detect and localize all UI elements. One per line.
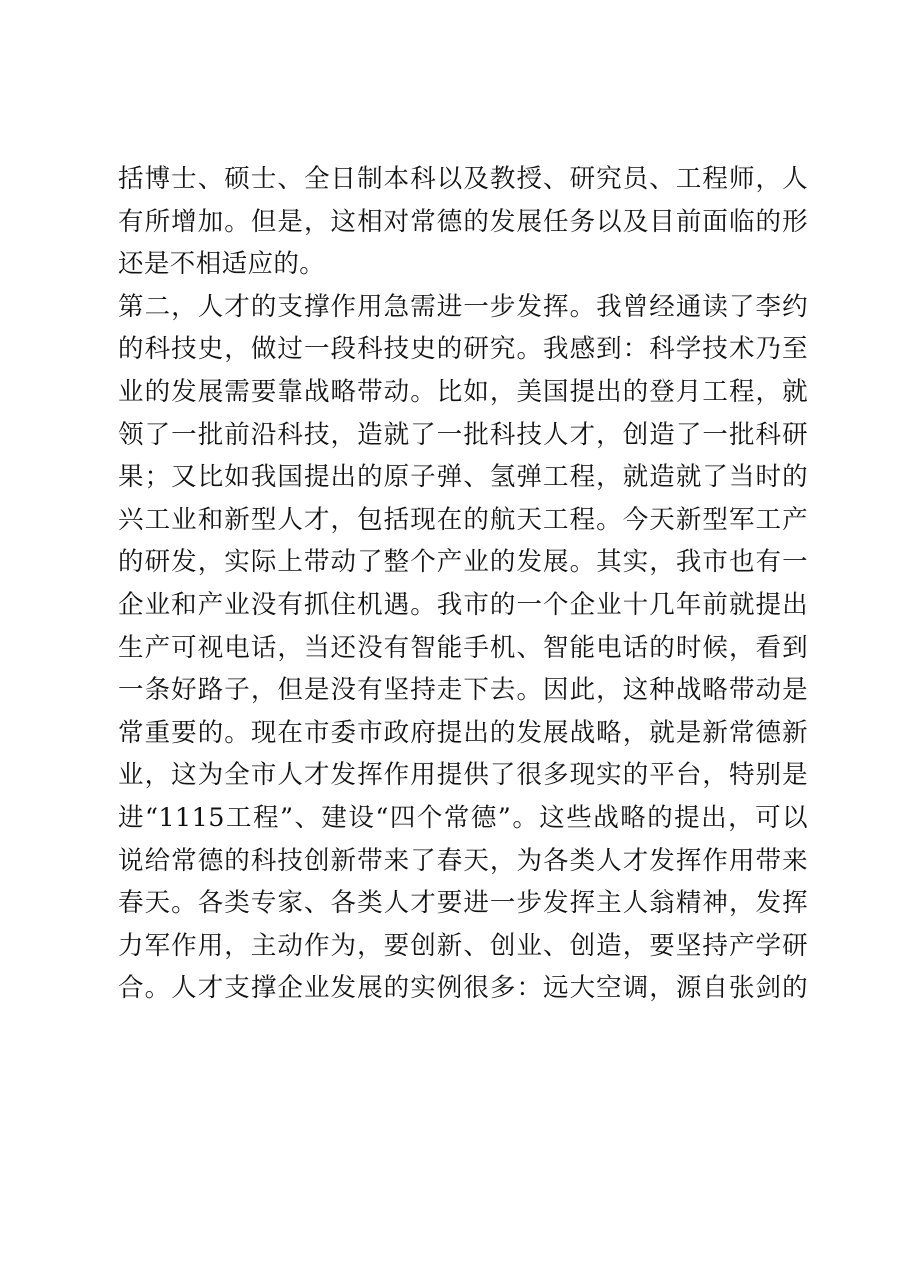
text-line: 兴工业和新型人才，包括现在的航天工程。今天新型军工产	[118, 504, 808, 535]
text-line: 企业和产业没有抓住机遇。我市的一个企业十几年前就提出	[118, 589, 808, 620]
text-line: 合。人才支撑企业发展的实例很多：远大空调，源自张剑的	[118, 973, 808, 1004]
text-line: 还是不相适应的。	[118, 249, 326, 280]
text-line: 业，这为全市人才发挥作用提供了很多现实的平台，特别是	[118, 760, 808, 791]
body-text	[118, 158, 808, 1010]
text-line: 的研发，实际上带动了整个产业的发展。其实，我市也有一	[118, 547, 808, 578]
text-line: 说给常德的科技创新带来了春天，为各类人才发挥作用带来	[118, 845, 808, 876]
text-line: 生产可视电话，当还没有智能手机、智能电话的时候，看到	[118, 632, 808, 663]
text-line: 常重要的。现在市委市政府提出的发展战略，就是新常德新	[118, 717, 808, 748]
text-line: 有所增加。但是，这相对常德的发展任务以及目前面临的形	[118, 206, 808, 237]
text-line: 业的发展需要靠战略带动。比如，美国提出的登月工程，就	[118, 376, 808, 407]
text-line: 第二，人才的支撑作用急需进一步发挥。我曾经通读了李约	[118, 291, 808, 322]
text-line: 进“1115工程”、建设“四个常德”。这些战略的提出，可以	[118, 802, 808, 833]
text-line: 一条好路子，但是没有坚持走下去。因此，这种战略带动是	[118, 675, 808, 706]
text-line: 果；又比如我国提出的原子弹、氢弹工程，就造就了当时的	[118, 462, 808, 493]
text-line: 春天。各类专家、各类人才要进一步发挥主人翁精神，发挥	[118, 888, 808, 919]
text-line: 括博士、硕士、全日制本科以及教授、研究员、工程师，人	[118, 164, 808, 194]
text-line: 领了一批前沿科技，造就了一批科技人才，创造了一批科研	[118, 419, 808, 450]
text-line: 力军作用，主动作为，要创新、创业、创造，要坚持产学研	[118, 930, 808, 961]
text-line: 的科技史，做过一段科技史的研究。我感到：科学技术乃至	[118, 334, 808, 365]
